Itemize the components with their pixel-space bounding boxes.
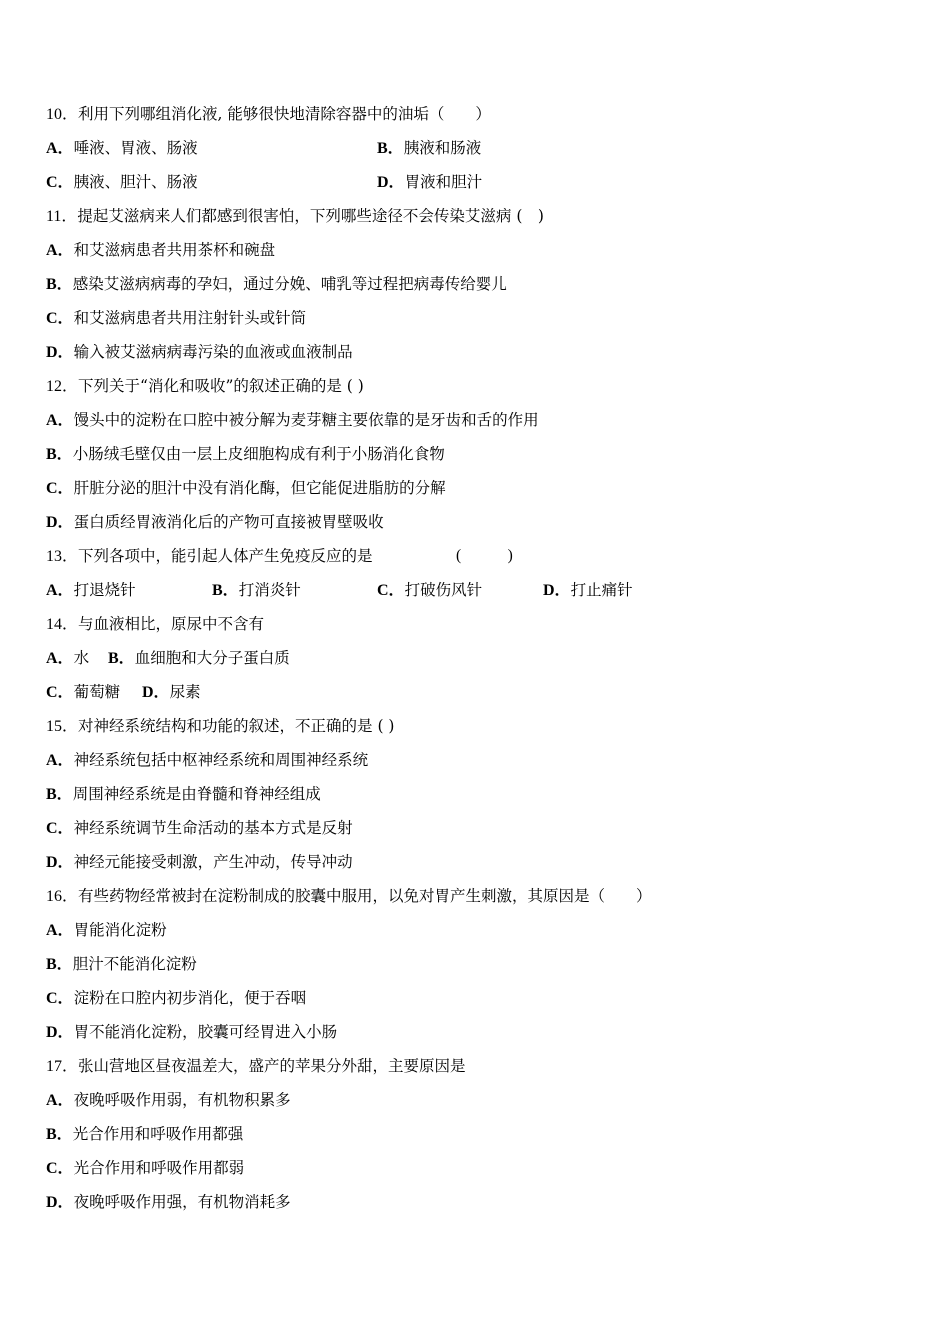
question-12-option-d: D．蛋白质经胃液消化后的产物可直接被胃壁吸收 [46,513,384,531]
question-text: 下列关于“消化和吸收”的叙述正确的是 ( ) [78,377,364,395]
question-text: 利用下列哪组消化液, 能够很快地清除容器中的油垢（ ） [78,105,491,123]
question-number: 14． [46,616,79,633]
question-16-stem [46,879,906,913]
option-a: A．水 [46,649,90,667]
question-14-options-row-1 [46,641,906,675]
question-12-option-b: B．小肠绒毛壁仅由一层上皮细胞构成有利于小肠消化食物 [46,445,445,463]
question-13-stem [46,539,906,573]
question-12-option-c: C．肝脏分泌的胆汁中没有消化酶，但它能促进脂肪的分解 [46,479,446,497]
option-c: C．打破伤风针 [377,581,483,599]
option-b: B．胰液和肠液 [377,139,482,157]
question-17-option-c: C．光合作用和呼吸作用都弱 [46,1159,245,1177]
question-number: 11． [46,208,78,225]
question-16-option-b: B．胆汁不能消化淀粉 [46,955,197,973]
question-text: 下列各项中，能引起人体产生免疫反应的是 [78,547,373,565]
question-13-options [46,573,906,607]
question-16-option-a: A．胃能消化淀粉 [46,921,167,939]
question-17-option-a: A．夜晚呼吸作用弱，有机物积累多 [46,1091,291,1109]
question-16-option-d: D．胃不能消化淀粉，胶囊可经胃进入小肠 [46,1023,338,1041]
question-15-option-d: D．神经元能接受刺激，产生冲动，传导冲动 [46,853,353,871]
question-14-options-row-2 [46,675,906,709]
option-d: D．打止痛针 [543,581,633,599]
question-number: 12． [46,378,79,395]
question-text: 有些药物经常被封在淀粉制成的胶囊中服用，以免对胃产生刺激，其原因是（ ） [78,887,652,905]
question-14-stem [46,607,906,641]
question-17-stem [46,1049,906,1083]
question-11-stem [46,199,906,233]
question-11-option-d: D．输入被艾滋病病毒污染的血液或血液制品 [46,343,353,361]
option-d: D．尿素 [142,683,201,701]
question-12-option-a: A．馒头中的淀粉在口腔中被分解为麦芽糖主要依靠的是牙齿和舌的作用 [46,411,539,429]
option-d: D．胃液和胆汁 [377,173,483,191]
question-11-option-b: B．感染艾滋病病毒的孕妇，通过分娩、哺乳等过程把病毒传给婴儿 [46,275,507,293]
question-10-options-row-2 [46,165,906,199]
answer-blank: ( ) [456,547,513,564]
option-c: C．胰液、胆汁、肠液 [46,173,198,191]
option-c: C．葡萄糖 [46,683,121,701]
question-15-stem [46,709,906,743]
question-number: 16． [46,888,79,905]
question-text: 对神经系统结构和功能的叙述，不正确的是 ( ) [78,717,395,735]
option-a: A．唾液、胃液、肠液 [46,139,198,157]
question-text: 提起艾滋病来人们都感到很害怕，下列哪些途径不会传染艾滋病 ( ) [77,207,544,225]
question-number: 17． [46,1058,79,1075]
question-15-option-a: A．神经系统包括中枢神经系统和周围神经系统 [46,751,369,769]
question-10-stem [46,97,906,131]
question-number: 10． [46,106,79,123]
option-a: A．打退烧针 [46,581,136,599]
question-12-stem [46,369,906,403]
question-list [46,97,906,1219]
question-17-option-b: B．光合作用和呼吸作用都强 [46,1125,244,1143]
question-text: 张山营地区昼夜温差大，盛产的苹果分外甜，主要原因是 [78,1057,466,1075]
question-15-option-c: C．神经系统调节生命活动的基本方式是反射 [46,819,353,837]
question-16-option-c: C．淀粉在口腔内初步消化，便于吞咽 [46,989,307,1007]
option-b: B．血细胞和大分子蛋白质 [108,649,290,667]
question-17-option-d: D．夜晚呼吸作用强，有机物消耗多 [46,1193,291,1211]
option-b: B．打消炎针 [212,581,301,599]
question-number: 15． [46,718,79,735]
question-number: 13． [46,548,79,565]
question-11-option-c: C．和艾滋病患者共用注射针头或针筒 [46,309,307,327]
question-10-options-row-1 [46,131,906,165]
question-15-option-b: B．周围神经系统是由脊髓和脊神经组成 [46,785,321,803]
question-text: 与血液相比，原尿中不含有 [78,615,265,633]
question-11-option-a: A．和艾滋病患者共用茶杯和碗盘 [46,241,276,259]
